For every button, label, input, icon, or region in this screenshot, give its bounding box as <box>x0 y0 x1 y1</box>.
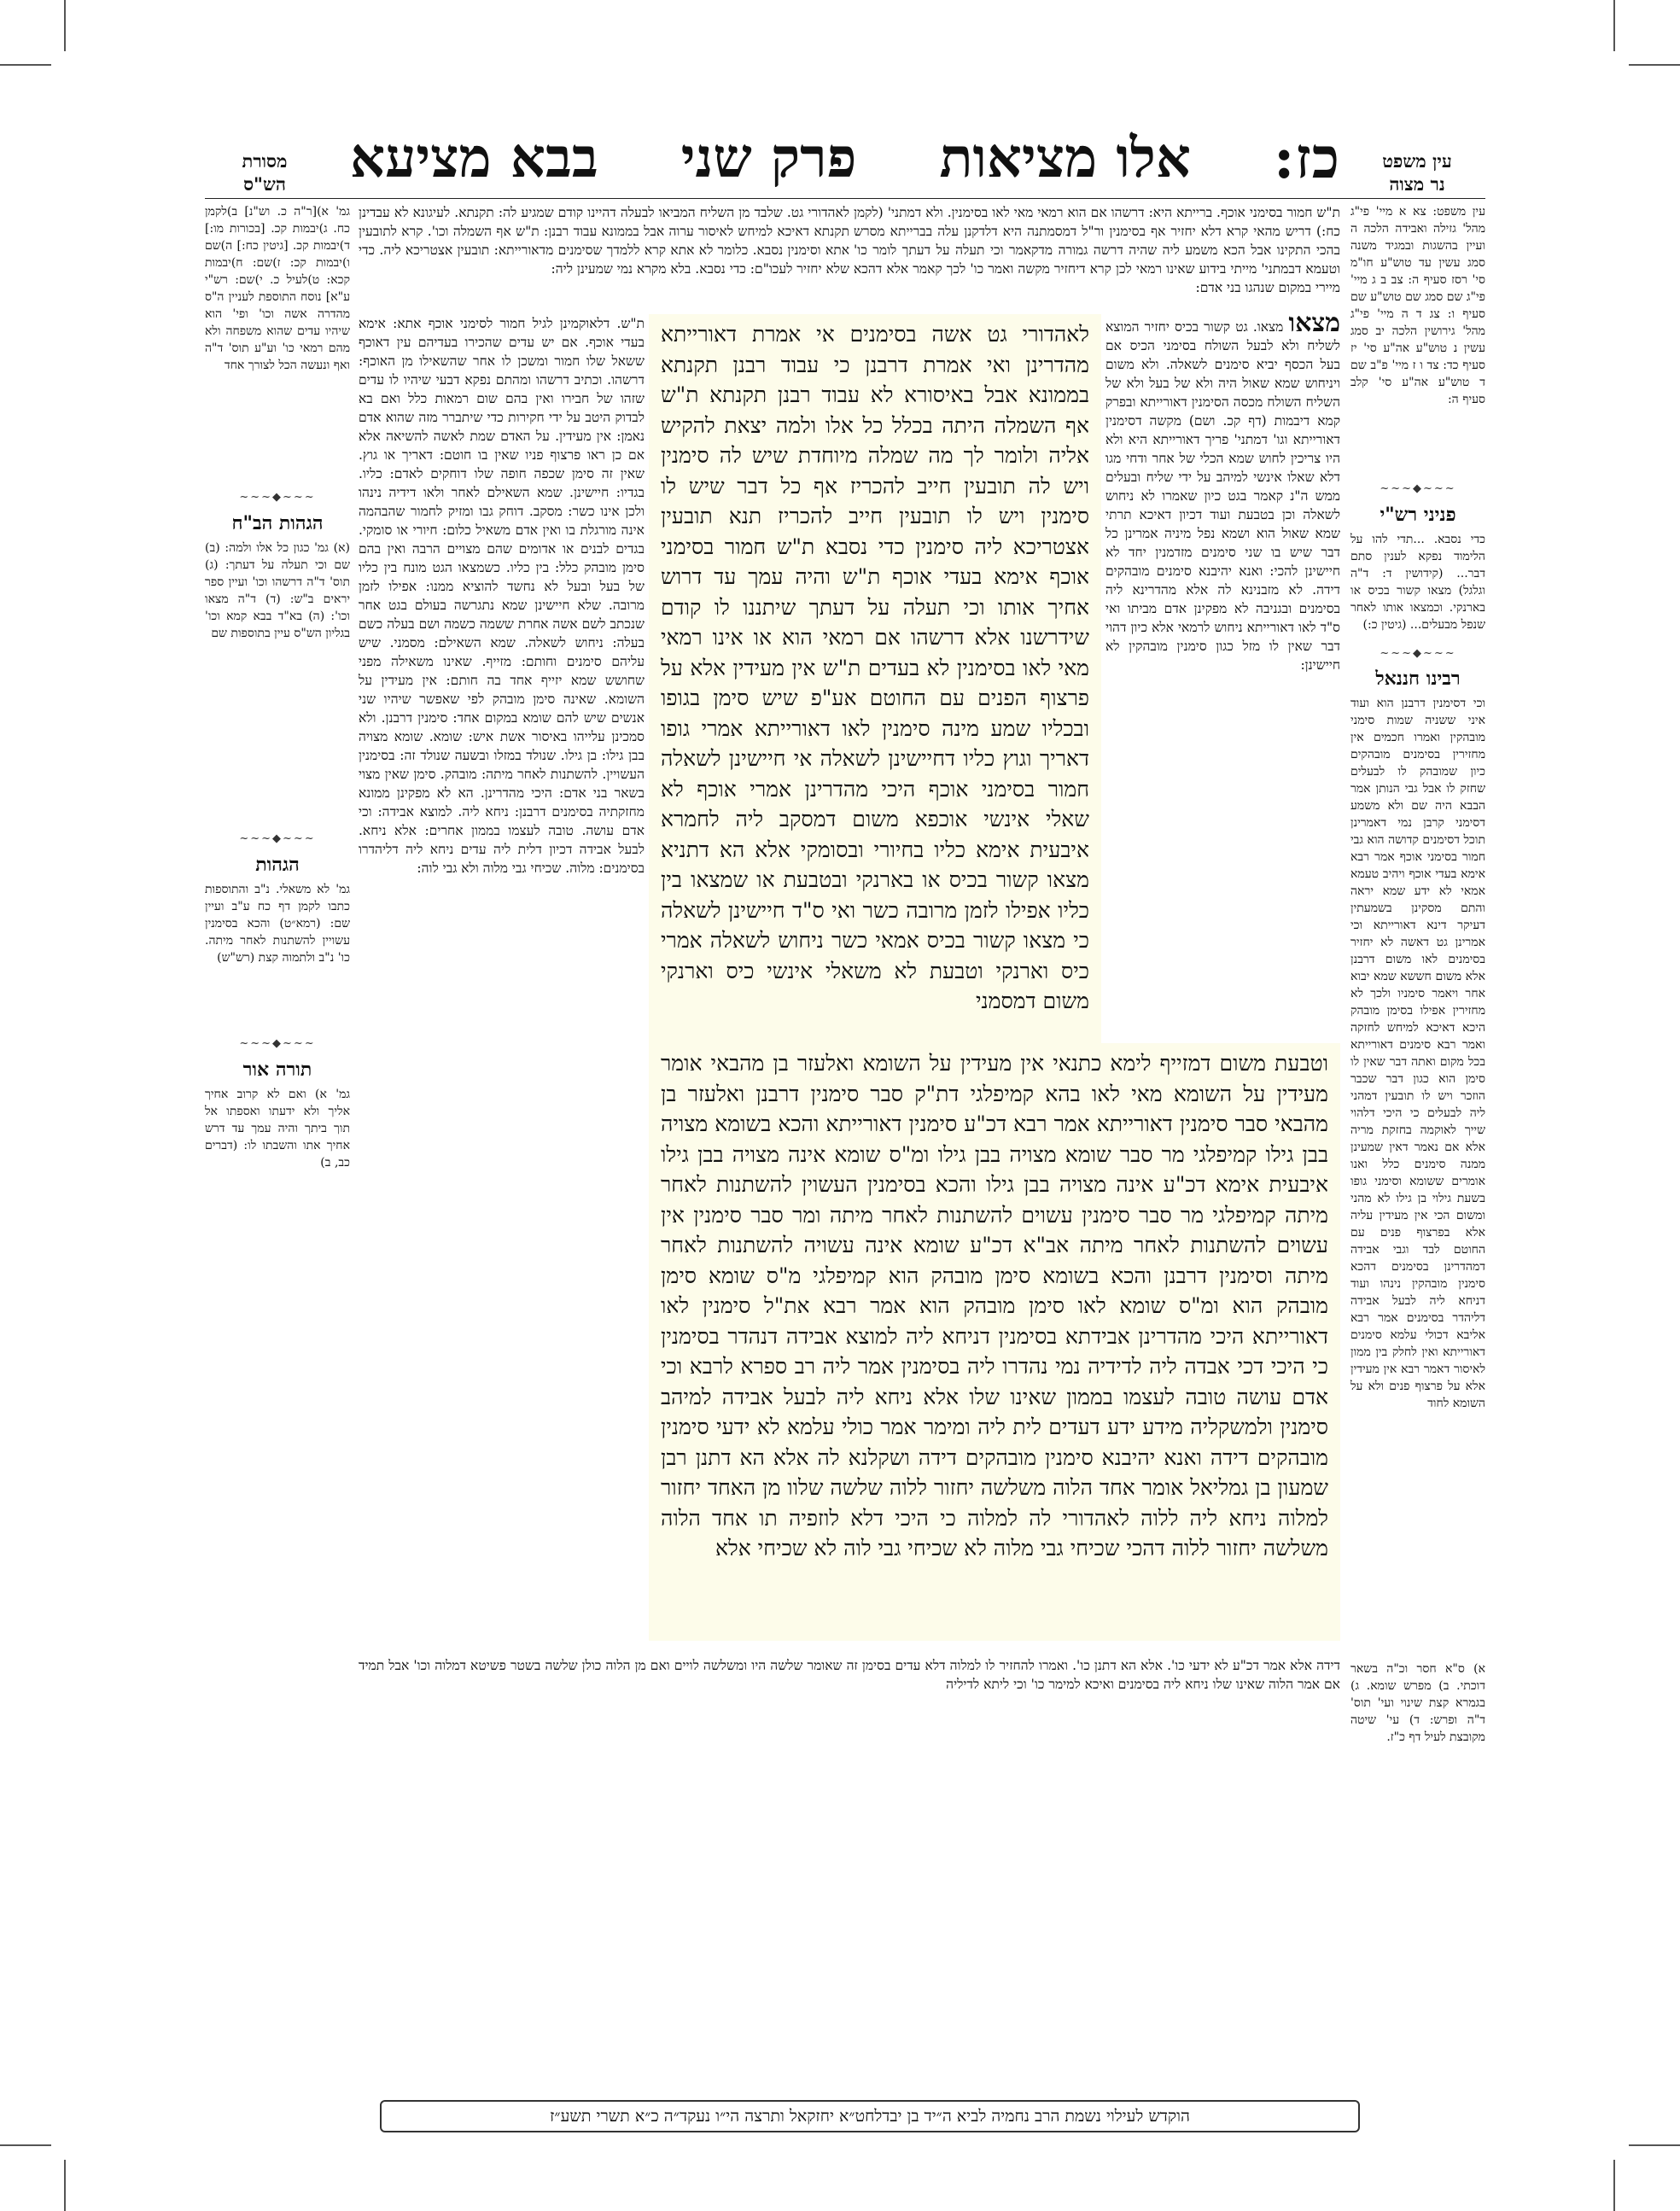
bottom-text-1: דידה אלא אמר דכ"ע לא ידעי כו'. אלא הא דתנן כו'. ואמרו להחזיר לו למלוה דלא עדים בסימן זה שאומר שלשה היו ומשלשה לויים ואם מן הלוה כולן שלשה בשטר פשיטא דמלוה וכו' אבל תמיד אם אמר הלוה שאינו שלו ניחא ליה בסימנים ואיכא למימר כו' וכי ליתא לדיליה <box>359 1658 1340 1692</box>
rashi-commentary-side <box>1105 314 1340 1044</box>
pnei-rashi-text: כדי נסבא. ...תדי להו על הלימוד נפקא לענין סתם דבר... (קידושין ד: ד"ה וגלגל) מצאו קשור בכיס או בארנקי. וכמצאו אותו לאחר שנפל מבעלים... (גיטין כ:) <box>1350 533 1485 632</box>
tosafot-commentary <box>359 314 645 1646</box>
torah-or-section <box>205 1048 350 1219</box>
divider-hagahot: ~~~◆~~~ <box>239 832 316 845</box>
pnei-rashi-title: פניני רש"י <box>1380 504 1456 526</box>
masoret-rashi-note: רש"י ע"א] נוסח התוספת לעניין ה"ס מהדרה אשה וכו' ופי' הוא שיהיו עדים שהוא משפחה ולא מהם רמאי כו' וע"ע תוס' ד"ה ואף ונעשה הכל לצורך אחד <box>205 273 350 372</box>
gemara-text-upper <box>649 314 1101 1044</box>
pnei-rashi-section <box>1350 493 1485 643</box>
hagahot-title: הגהות <box>255 854 300 876</box>
crop-mark-bottom-right-h <box>1629 2144 1680 2146</box>
rabbeinu-chananel-title: רבינו חננאל <box>1375 668 1461 690</box>
tosafot-text-1: לאהדורי גט. שלבד מן השליח המביאו לבעלה דהיינו קודם שמגיע לה: תקנתא. לעיגונא לא עבדינן תקנתא דאיכא למיחש לאיסור ערוה אבל בממונא עבוד רבנן: ת"ש אף השמלה וכו'. קרא לתובעין אתא וסימנין נסבא. כלומר לא אתא קרא ללמדך שסימנים מדאורייתא: תובעין אצטריכא ליה. כדי שלא יחזיר לעכו"ם: כדי נסבא. בלא מקרא נמי שמעינן ליה: <box>359 205 849 277</box>
header-rule <box>205 198 1485 199</box>
perek-name: אלו מציאות <box>939 125 1191 190</box>
masoret-text: גמ' א)[ר"ה כ. וש"נ] ב)לקמן כח. ג)יבמות קכ. [בכורות מו:] ד)יבמות קכ. [גיטין כח:] ה)שם ו)יבמות קכ: ז)שם: ח)יבמות קכא: ט)לעיל כ. י)שם: <box>205 205 350 287</box>
hagahot-bach-title: הגהות הב"ח <box>231 512 324 534</box>
rashi-text-1: ת"ש חמור בסימני אוכף. ברייתא היא: דרשהו אם הוא רמאי מאי לאו בסימנין. ולא דמתני' (לקמן כח:) דריש מהאי קרא דלא יחזיר אף בסימנין ור"ל דמסמתנה היא דלדקנן עלה בברייתא מסרש בהכי התקינו אבל הכא משמע ליה שהיה דרשה גמורה מדקאמר וכי תעלה על דעתך לומר כו' וטעמא דבמתני' מייתי בידוע שאינו רמאי לכן קרא דיחזיר מקשה ואמר כו' לכך קאמר אלא דהכא מיירי במקום שנהגו בני אדם: <box>854 205 1340 295</box>
hagahot-bach-section <box>205 502 350 826</box>
page-header <box>350 124 1340 191</box>
rashi-text-3: דאורייתא היא ולא היו צריכין לחוש שמא הכלי של אחר ודחי מגו דלא שאלו אינשי למיהב על ידי שליח ובעלים ממש ה"נ קאמר בגט כיון שאמרו לא ניחוש לשאלה וכן בטבעת ועוד דכיון דאיכא תרתי שמא שאול הוא ושמא נפל מיניה אמרינן כל דבר שיש בו שני סימנים מזדמנין יחד לא חיישינן להכי: <box>1105 432 1340 579</box>
rashi-text-4: ואנא יהיבנא סימנים מובהקים דידה. לא מזבנינא לה אלא מהדרינא ליה בסימנים ובגניבה לא מפקינן אדם מביתו ואי ס"ד לאו דאורייתא ניחוש לרמאי אלא כיון דהוי דבר שאין לו מזל כגון סימנין מובהקין לא חיישינן: <box>1105 563 1340 673</box>
masoret-hashas-column <box>205 203 350 485</box>
footnote-text: א) ס"א חסר וכ"ה בשאר דוכתי. ב) מפרש שומא. ג) בגמרא קצת שינוי ועי' תוס' ד"ה ופרש: ד) עי' שיטה מקובצת לעיל דף כ"ז. <box>1350 1662 1485 1744</box>
torah-or-text: גמ' א) ואם לא קרוב אחיך אליך ולא ידעתו ואספתו אל תוך ביתך והיה עמך עד דרש אחיך אתו והשבתו לו: (דברים כב, ב) <box>205 1088 350 1170</box>
divider-rabbeinu-chananel: ~~~◆~~~ <box>1380 647 1456 660</box>
divider-hagahot-bach: ~~~◆~~~ <box>239 491 316 504</box>
hagahot-section <box>205 843 350 1031</box>
gemara-text-lower <box>649 1043 1340 1641</box>
rashi-dh-mzao: מצאו <box>1288 314 1340 338</box>
hagahot-text: גמ' לא משאלי. נ"ב והתוספות כתבו לקמן דף כח ע"ב ועיין שם: (רמא״ט) והכא בסימנין עשויין להשתנות לאחר מיתה. כו' נ"ב ולתמוה קצת (רש"ש) <box>205 883 350 965</box>
ein-mishpat-text: עין משפט: צא א מיי' פי"ג מהל' גזילה ואבידה הלכה ה ועיין בהשגות ובמגיד משנה סמג עשין עד טוש"ע חו"מ סי' רסז סעיף ה: צב ב ג מיי' פי"ג שם סמג שם טוש"ע שם סעיף ו: צג ד ה מיי' פי"ג מהל' גירושין הלכה יב סמג עשין נ טוש"ע אה"ע סי' יז סעיף כד: צד ו ז מיי' פ"ב שם ד טוש"ע אה"ע סי' קלב סעיף ה: <box>1350 205 1485 406</box>
rabbeinu-chananel-section <box>1350 657 1485 1677</box>
left-margin-heading: מסורת הש"ס <box>242 150 288 195</box>
gemara-text-part1: לאהדורי גט אשה בסימנים אי אמרת דאורייתא מהדרינן ואי אמרת דרבנן כי עבוד רבנן תקנתא בממונא אבל באיסורא לא עבוד רבנן תקנתא ת"ש אף השמלה היתה בכלל כל אלו ולמה יצאת להקיש אליה ולומר לך מה שמלה מיוחדת שיש לה סימנין ויש לה תובעין חייב להכריז אף כל דבר שיש לו סימנין ויש לו תובעין חייב להכריז תנא תובעין אצטריכא ליה סימנין כדי נסבא ת"ש חמור בסימני אוכף אימא בעדי אוכף ת"ש והיה עמך עד דרוש אחיך אותו וכי תעלה על דעתך שיתננו לו קודם שידרשנו אלא דרשהו אם רמאי הוא או אינו רמאי מאי לאו בסימנין לא בעדים ת"ש אין מעידין אלא על פרצוף הפנים עם החוטם אע"פ שיש סימן בגופו ובכליו שמע מינה סימנין לאו דאורייתא אמרי גופו דאריך וגוץ כליו דחיישינן לשאלה אי חיישינן לשאלה חמור בסימני אוכף היכי מהדרינן אמרי אוכף לא שאלי אינשי אוכפא משום דמסקב ליה לחמרא איבעית אימא כליו בחיורי ובסומקי אלא הא דתניא מצאו קשור בכיס או בארנקי ובטבעת או שמצאו בין כליו אפילו לזמן מרובה כשר ואי ס"ד חיישינן לשאלה כי מצאו קשור בכיס אמאי כשר ניחוש לשאלה אמרי כיס וארנקי וטבעת לא משאלי אינשי כיס וארנקי משום דמסמני <box>661 322 1089 1013</box>
perek-number: פרק שני <box>680 125 857 190</box>
gemara-text-part2: וטבעת משום דמזייף לימא כתנאי אין מעידין על השומא ואלעזר בן מהבאי אומר מעידין על השומא מאי לאו בהא קמיפלגי דת"ק סבר סימנין דרבנן ואלעזר בן מהבאי סבר סימנין דאורייתא אמר רבא דכ"ע סימנין דאורייתא והכא בשומא מצויה בבן גילו קמיפלגי מר סבר שומא מצויה בבן גילו ומ"ס שומא אינה מצויה בבן גילו איבעית אימא דכ"ע אינה מצויה בבן גילו והכא בסימנין העשוין להשתנות לאחר מיתה קמיפלגי מר סבר סימנין עשוים להשתנות לאחר מיתה ומר סבר סימנין אין עשוים להשתנות לאחר מיתה אב"א דכ"ע שומא אינה עשויה להשתנות לאחר מיתה וסימנין דרבנן והכא בשומא סימן מובהק הוא קמיפלגי מ"ס שומא סימן מובהק הוא ומ"ס שומא לאו סימן מובהק הוא אמר רבא את"ל סימנין לאו דאורייתא היכי מהדרינן אבידתא בסימנין דניחא ליה למוצא אבידה דנהדר בסימנין כי היכי דכי אבדה ליה לדידיה נמי נהדרו ליה בסימנין אמר ליה רב ספרא לרבא וכי אדם עושה טובה לעצמו בממון שאינו שלו אלא ניחא ליה לבעל אבידה למיהב סימנין ולמשקליה מידע ידע דעדים לית ליה ומימר אמר כולי עלמא לא ידעי סימנין מובהקים דידה ואנא יהיבנא סימנין מובהקים דידה ושקלנא לה אלא הא דתנן רבן שמעון בן גמליאל אומר אחד הלוה משלשה יחזור ללוה שלשה שלוו מן האחד יחזור למלוה ניחא ליה ללוה לאהדורי לה למלוה כי היכי דלא לוזפיה תו אחד הלוה משלשה יחזור ללוה דהכי שכיחי גבי מלוה לא שכיחי גבי לוה לא שכיחי אלא <box>661 1051 1328 1561</box>
crop-mark-top-right-v <box>1613 0 1615 51</box>
rashi-bottom-continuation <box>359 1656 1340 1793</box>
divider-pnei-rashi: ~~~◆~~~ <box>1380 482 1456 495</box>
hagahot-bach-text: (א) גמ' כגון כל אלו ולמה: (ב) שם וכי תעלה על דעתך: (ג) תוס' ד"ה דרשהו וכו' ועיין ספר יראים ב"ש: (ד) ד"ה מצאו וכו': (ה) בא"ד בבא קמא וכו' בגליון הש"ס עיין בתוספות שם <box>205 541 350 640</box>
rabbeinu-chananel-text: וכי דסימנין דרבנן הוא ועוד איני ששניה שמות סימני מובהקין ואמרו חכמים אין מחזירין בסימנים מובהקים כיון שמובהק לו לבעלים שחזק לו אבל גבי הנותן אמר הבבא היה שם ולא משמע דסימני קרבן נמי דאמרינן תוכל דסימנים קדושה הוא גבי חמור בסימני אוכף אמר רבא אימא בעדי אוכף ויהיב טעמא אמאי לא ידע שמא יראה והתם מסקינן בשמעתין דעיקר דינא דאורייתא וכי אמרינן גט דאשה לא יחזיר בסימנים לאו משום דרבנן אלא משום חששא שמא יבוא אחר ויאמר סימניו ולכך לא מחזירין אפילו בסימן מובהק היכא דאיכא למיחש לחזקה ואמר רבא סימנים דאורייתא בכל מקום ואתה דבר שאין לו סימן הוא כגון דבר שכבר הוזכר ויש לו תובעין דמהני ליה לבעלים כי היכי דלהוי שייך לאוקמה בחזקת מריה אלא אם נאמר דאין שמעינן ממנה סימנים כלל ואנו אומרים ששומא וסימני גופו בשעת גילוי בן גילו לא מהני ומשום הכי אין מעידין עליה אלא בפרצוף פנים עם החוטם לבד וגבי אבידה דמהדרינן בסימנים דהכא סימנין מובהקין נינהו ועוד דניחא ליה לבעל אבידה דליהדר בסימנים אמר רבא אליבא דכולי עלמא סימנים דאורייתא ואין לחלק בין ממון לאיסור דאמר רבא אין מעידין אלא על פרצוף פנים ולא על השומא לחוד <box>1350 697 1485 1410</box>
crop-mark-bottom-right-v <box>1613 2160 1615 2211</box>
crop-mark-top-left-v <box>64 0 66 51</box>
tosafot-text-2: ת"ש. דלאוקמינן לגיל חמור לסימני אוכף אתא: אימא בעדי אוכף. אם יש עדים שהכירו בעדיהם עין דאוכף ששאל שלו חמור ומשכן לו אחר שהשאילו מן האוכף: דרשהו. וכתיב דרשהו ומהתם נפקא דבעי שיהיו לו עדים שזהו של חבירו ואין בהם שום רמאות כלל ואם בא לבדוק היטב על ידי חקירות כדי שיתברר מזה שהוא אדם נאמן: אין מעידין. על האדם שמת לאשה להשיאה אלא אם כן ראו פרצוף פניו שאין בו חוטם: דאריך או גוץ. שאין זה סימן שכפה חופה שלו דוחקים לאדם: כליו. בגדיו: חיישינן. שמא השאילם לאחר ולאו דידיה נינהו ולכן אינו כשר: מסקב. דוחק גבו ומזיק לחמור שהבהמה אינה מורגלת בו ואין אדם משאיל כלום: חיורי או סומקי. בגדים לבנים או אדומים שהם מצויים הרבה ואין בהם סימן מובהק כלל: בין כליו. כשמצאו הגט מונח בין כליו של בעל ובעל לא נחשד להוציא ממנו: אפילו לזמן מרובה. שלא חיישינן שמא נתגרשה בעולם בגט אחר שנכתב לשם אשה אחרת ששמה כשמה ושם בעלה כשם בעלה: ניחוש לשאלה. שמא השאילם: מסמני. שיש עליהם סימנים וחותם: מזייף. שאינו משאילה מפני שחושש שמא יזייף אחד בה חותם: אין מעידין על השומא. שאינה סימן מובהק לפי שאפשר שיהיו שני אנשים שיש להם שומא במקום אחד: סימנין דרבנן. ולא סמכינן עלייהו באיסור אשת איש: שומא. שומא מצויה בבן גילו: בן גילו. שנולד במזלו ובשעה שנולד זה: בסימנין העשויין. להשתנות לאחר מיתה: מובהק. סימן שאין מצוי בשאר בני אדם: היכי מהדרינן. הא לא מפקינן ממונא מחזקתיה בסימנים דרבנן: ניחא ליה. למוצא אבידה: וכי אדם עושה. טובה לעצמו בממון אחרים: אלא ניחא. לבעל אבידה דכיון דלית ליה עדים ניחא ליה דליהדרו בסימנים: מלוה. שכיחי גבי מלוה ולא גבי לוה: <box>359 316 645 876</box>
crop-mark-bottom-left-h <box>0 2144 51 2146</box>
dedication-box <box>380 2100 1360 2132</box>
tractate-name: בבא מציעא <box>350 125 598 190</box>
rashi-text-2: מצאו. גט קשור בכיס יחזיר המוצא לשליח ולא לבעל השולח בסימני הכיס אם בעל הכסף יביא סימנים לשאלה. ולא משום ויניחוש שמא שאול היה ולא של בעל ולא של השליח השולח מכסה הסימנין דאורייתא ובפרק קמא דיבמות (דף קכ. ושם) מקשה דסימנין דאורייתא וגו' דמתני' פריך <box>1105 319 1340 447</box>
crop-mark-top-right-h <box>1629 64 1680 66</box>
right-margin-heading: עין משפט נר מצוה <box>1382 150 1452 195</box>
ein-mishpat-column <box>1350 203 1485 476</box>
crop-mark-top-left-h <box>0 64 51 66</box>
divider-torah-or: ~~~◆~~~ <box>239 1037 316 1050</box>
rashi-commentary <box>854 203 1340 310</box>
daf-number: כז: <box>1273 124 1340 191</box>
crop-mark-bottom-left-v <box>64 2160 66 2211</box>
tosafot-top <box>359 203 849 310</box>
footnotes-right <box>1350 1660 1485 1771</box>
torah-or-title: תורה אור <box>242 1059 312 1081</box>
dedication-text: הוקדש לעילוי נשמת הרב נחמיה לביא ה״יד בן יבדלחט״א יחזקאל ותרצה הי״ו נעקד״ה כ״א תשרי תשע״ז <box>550 2106 1190 2126</box>
